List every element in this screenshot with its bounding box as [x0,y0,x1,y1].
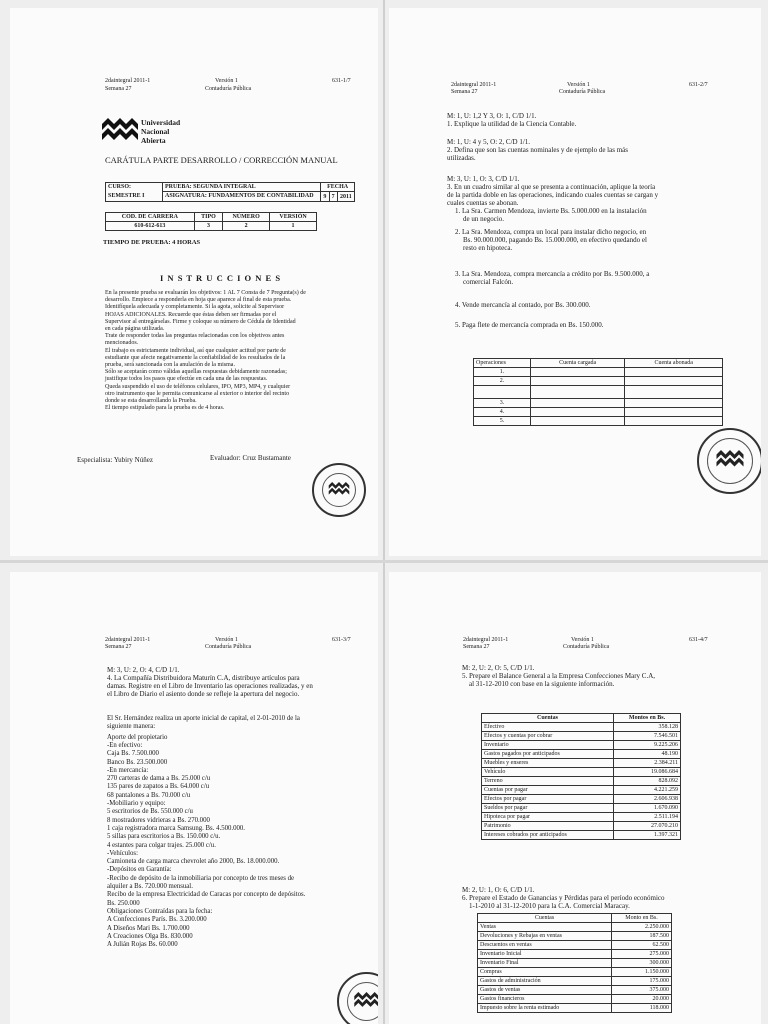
op4: 4. Vende mercancía al contado, por Bs. 300.000. [455,301,591,309]
bal-cuenta: Muebles y enseres [482,759,614,768]
body-line: 8 mostradores vidrieras a Bs. 270.000 [107,816,210,824]
op5: 5. Paga flete de mercancía comprada en Bs. 150.000. [455,321,604,329]
table-row [478,950,672,959]
instruccion-line: otro instrumento que le permita comunicarse al exterior o interior del recinto [105,390,290,397]
bal-cuenta: Cuentas por pagar [482,786,614,795]
op3-line-1: 3. La Sra. Mendoza, compra mercancía a crédito por Bs. 9.500.000, a [455,270,650,278]
instruccion-line: Queda suspendido el uso de teléfonos celulares, IPO, MP3, MP4, y cualquier [105,383,291,390]
header-left2: Semana 27 [105,86,132,92]
bal-cuenta: Efectivo [482,723,614,732]
instruccion-line: El trabajo es estrictamente individual, así que cualquier actitud por parte de [105,347,286,354]
bal-monto: 2.384.211 [614,759,681,768]
bal-monto: 1.397.321 [614,831,681,840]
instruccion-line: prueba, será sancionada con la anulación de la misma. [105,362,235,368]
table-row [482,804,681,813]
q2-text-a: 2. Defina que son las cuentas nominales y de ejemplo de las más [447,146,628,154]
q2-code: M: 1, U: 4 y 5, O: 2, C/D 1/1. [447,138,531,146]
table-row [482,786,681,795]
q3-line-1: 3. En un cuadro similar al que se presenta a continuación, aplique la teoría [447,183,656,191]
table-row [478,959,672,968]
header-right: 631-1/7 [332,78,351,84]
header-left2: Semana 27 [463,644,490,650]
gp-monto: 375.000 [612,986,672,995]
horizontal-divider [0,560,768,563]
gp-monto: 175.000 [612,977,672,986]
q3-line-2: de la partida doble en las operaciones, indicando cuales cuentas se cargan y [447,191,659,199]
instruccion-line: Supervisor al entregárselas. Firme y coloque su número de Cédula de Identidad [105,318,296,325]
body-line: Obligaciones Contraídas para la fecha: [107,907,213,915]
page-2 [389,8,761,556]
q3-code: M: 3, U: 1, O: 3, C/D 1/1. [447,175,520,183]
fecha-cell: FECHA [321,183,355,192]
instruccion-line: Sólo se aceptarán como válidas aquellas respuestas debidamente razonadas; [105,369,287,376]
header-mid2: Contaduría Pública [559,89,606,95]
numero-label: NÚMERO [223,213,270,222]
gp-cuenta: Ventas [478,923,612,932]
anio-cell: 2011 [337,192,354,202]
q6-code: M: 2, U: 1, O: 6, C/D 1/1. [462,886,535,894]
table-row [478,986,672,995]
op-row: 3. [474,399,531,408]
q4-line-3: el Libro de Diario el asiento donde se refleje la apertura del negocio. [107,690,300,698]
q4-line-1: 4. La Compañía Distribuidora Maturín C.A, distribuye artículos para [107,674,300,682]
bal-monto: 4.221.259 [614,786,681,795]
op2-line-2: Bs. 90.000.000, pagando Bs. 15.000.000, en efectivo quedando el [463,236,647,244]
table-row [482,777,681,786]
especialista: Especialista: Yubiry Núñez [77,456,153,464]
una-logo [102,118,138,146]
table-row [478,977,672,986]
table-row [478,1004,672,1013]
instruccion-line: El tiempo estipulado para la prueba es de 4 horas. [105,405,225,412]
bal-monto: 1.670.090 [614,804,681,813]
th-cuenta-abonada: Cuenta abonada [625,359,723,368]
instruccion-line: desarrollo. Empiece a responderla en hoja que aparece al final de esta prueba. [105,297,292,304]
table-row [482,723,681,732]
table-row [478,932,672,941]
mes-cell: 7 [329,192,337,202]
dia-cell: 9 [321,192,329,202]
table-row [482,750,681,759]
gp-monto: 2.250.000 [612,923,672,932]
body-line: 5 sillas para escritorios a Bs. 150.000 c/u. [107,833,221,841]
bal-cuenta: Patrimonio [482,822,614,831]
cod-label: COD. DE CARRERA [106,213,195,222]
q3-line-3: cuales cuentas se abonan. [447,199,519,207]
header-mid1: Versión 1 [571,637,594,643]
header-mid2: Contaduría Pública [205,86,252,92]
body-line: -Depósitos en Garantía: [107,866,172,874]
header-left1: 2daintegral 2011-1 [105,637,151,643]
gp-monto: 62.500 [612,941,672,950]
op-row: 2. [474,377,531,386]
university-line-1: Universidad [141,118,181,127]
instruccion-line: Trate de responder todas las preguntas relacionadas con los objetivos antes [105,333,285,340]
body-line: 4 estantes para colgar trajes. 25.000 c/u. [107,841,216,849]
bal-cuenta: Gastos pagados por anticipados [482,750,614,759]
body-line: Caja Bs. 7.500.000 [107,750,159,758]
instruccion-line: justifique todos los pasos que efectúe en cada una de las respuestas. [105,376,268,383]
q5-line-2: al 31-12-2010 con base en la siguiente información. [469,680,615,688]
page-1 [10,8,378,556]
gp-cuenta: Inventario Final [478,959,612,968]
bal-cuenta: Vehículo [482,768,614,777]
header-right: 631-4/7 [689,637,708,643]
instruccion-line: En la presente prueba se evaluarán los objetivos: 1 AL 7 Consta de 7 Pregunta(s) de [105,290,306,296]
instrucciones-title: I N S T R U C C I O N E S [160,273,282,283]
table-row [482,795,681,804]
gp-header-cuentas: Cuentas [478,914,612,923]
op1-line-2: de un negocio. [463,215,505,223]
header-left2: Semana 27 [105,644,132,650]
header-mid1: Versión 1 [215,637,238,643]
op3-line-2: comercial Falcón. [463,278,514,286]
body-line: A Creaciones Olga Bs. 830.000 [107,932,193,940]
asignatura-cell: ASIGNATURA: FUNDAMENTOS DE CONTABILIDAD [163,192,321,202]
cod-value: 610-612-613 [106,222,195,231]
instruccion-line: estudiante que afecte negativamente la confiabilidad de los resultados de la [105,354,286,361]
tipo-label: TIPO [194,213,223,222]
curso-cell: CURSO: SEMESTRE I [106,183,163,202]
header-right: 631-2/7 [689,82,708,88]
bal-monto: 7.546.501 [614,732,681,741]
body-line: El Sr. Hernández realiza un aporte inicial de capital, el 2-01-2010 de la [107,715,300,722]
gp-header-monto: Monto en Bs. [612,914,672,923]
body-line: -Recibo de depósito de la inmobiliaria por concepto de tres meses de [107,874,295,882]
bal-monto: 2.511.194 [614,813,681,822]
gp-cuenta: Gastos de ventas [478,986,612,995]
gp-monto: 118.000 [612,1004,672,1013]
page-4 [389,572,761,1024]
gp-cuenta: Compras [478,968,612,977]
header-right: 631-3/7 [332,637,351,643]
op2-line-3: resto en hipoteca. [463,244,513,252]
gp-cuenta: Impuesto sobre la renta estimado [478,1004,612,1013]
th-cuenta-cargada: Cuenta cargada [531,359,625,368]
bal-monto: 27.070.210 [614,822,681,831]
version-label: VERSIÓN [270,213,317,222]
table-row [478,995,672,1004]
vertical-divider [383,0,385,1024]
instruccion-line: HOJAS ADICIONALES. Recuerde que éstas deben ser firmadas por el [105,311,277,318]
bal-header-cuentas: Cuentas [482,714,614,723]
body-line: -En efectivo: [107,741,143,749]
body-line: Recibo de la empresa Electricidad de Caracas por concepto de depósitos. [107,891,306,899]
body-line: -En mercancía: [107,766,149,774]
gp-cuenta: Devoluciones y Rebajas en ventas [478,932,612,941]
header-mid1: Versión 1 [215,78,238,84]
table-row [482,831,681,840]
numero-value: 2 [223,222,270,231]
gp-monto: 300.000 [612,959,672,968]
op-row: 1. [474,368,531,377]
bal-monto: 2.606.938 [614,795,681,804]
header-left1: 2daintegral 2011-1 [463,637,509,643]
university-seal [312,463,366,517]
body-line: 1 caja registradora marca Samsung. Bs. 4.500.000. [107,824,245,832]
body-line: -Vehículos: [107,849,138,857]
header-mid1: Versión 1 [567,82,590,88]
body-line: 68 pantalones a Bs. 70.000 c/u [107,791,191,799]
bal-cuenta: Efectos y cuentas por cobrar [482,732,614,741]
bal-header-montos: Montos en Bs. [614,714,681,723]
th-operaciones: Operaciones [474,359,531,368]
bal-cuenta: Sueldos por pagar [482,804,614,813]
q1-text: 1. Explique la utilidad de la Ciencia Contable. [447,120,577,128]
op-row: 4. [474,408,531,417]
bal-monto: 48.190 [614,750,681,759]
header-left1: 2daintegral 2011-1 [451,82,497,88]
page-3 [10,572,378,1024]
body-line: alquiler a Bs. 720.000 mensual. [107,883,193,890]
bal-cuenta: Hipoteca por pagar [482,813,614,822]
body-line: -Mobiliario y equipo: [107,800,166,807]
university-line-2: Nacional [141,127,170,136]
tipo-value: 3 [194,222,223,231]
university-seal [697,428,761,494]
body-line: A Julián Rojas Bs. 60.000 [107,941,178,949]
version-value: 1 [270,222,317,231]
body-line: siguiente manera: [107,723,156,731]
body-line: 135 pares de zapatos a Bs. 64.000 c/u [107,783,210,791]
op1-line-1: 1. La Sra. Carmen Mendoza, invierte Bs. 5.000.000 en la instalación [455,207,647,215]
body-line: Bs. 250.000 [107,899,140,907]
bal-cuenta: Intereses cobrados por anticipados [482,831,614,840]
table-row [482,768,681,777]
bal-cuenta: Inventario [482,741,614,750]
instruccion-line: mencionados. [105,340,139,347]
balance-table [481,713,681,840]
bal-monto: 828.092 [614,777,681,786]
table-row [482,813,681,822]
bal-monto: 9.225.206 [614,741,681,750]
university-line-3: Abierta [141,136,166,145]
body-line: Banco Bs. 23.500.000 [107,758,168,766]
gp-monto: 1.150.000 [612,968,672,977]
body-line: 5 escritorios de Bs. 550.000 c/u [107,808,193,816]
bal-cuenta: Efectos por pagar [482,795,614,804]
gp-monto: 187.500 [612,932,672,941]
gp-monto: 275.000 [612,950,672,959]
q5-code: M: 2, U: 2, O: 5, C/D 1/1. [462,664,535,672]
gp-monto: 20.000 [612,995,672,1004]
table-row [478,923,672,932]
table-row [482,759,681,768]
header-left2: Semana 27 [451,89,478,95]
q1-code: M: 1, U: 1,2 Y 3, O: 1, C/D 1/1. [447,112,537,120]
prueba-cell: PRUEBA: SEGUNDA INTEGRAL [163,183,321,192]
header-left1: 2daintegral 2011-1 [105,78,151,84]
gp-cuenta: Descuentos en ventas [478,941,612,950]
instruccion-line: Identifíquela adecuada y completamente. Si la agota, solicite al Supervisor [105,304,285,311]
header-mid2: Contaduría Pública [563,644,610,650]
q6-line-2: 1-1-2010 al 31-12-2010 para la C.A. Comercial Maracay. [469,902,630,910]
body-line: 270 carteras de dama a Bs. 25.000 c/u [107,775,211,783]
header-mid2: Contaduría Pública [205,644,252,650]
q2-text-b: utilizadas. [447,154,476,162]
q6-line-1: 6. Prepare el Estado de Ganancias y Pérdidas para el período económico [462,894,665,902]
table-row [482,732,681,741]
university-seal [337,972,378,1024]
table-row [478,941,672,950]
bal-monto: 19.086.684 [614,768,681,777]
instruccion-line: en cada página utilizada. [105,326,165,332]
table-row [478,968,672,977]
body-line: Camioneta de carga marca chevrolet año 2000, Bs. 18.000.000. [107,858,280,866]
body-line: A Confecciones París. Bs. 3.200.000 [107,916,207,924]
q4-line-2: damas. Registre en el Libro de Inventario las operaciones realizadas, y en [107,682,313,690]
evaluador: Evaluador: Cruz Bustamante [210,454,291,462]
q5-line-1: 5. Prepare el Balance General a la Empresa Confecciones Mary C.A, [462,672,656,680]
ganancias-perdidas-table [477,913,672,1013]
q4-code: M: 3, U: 2, O: 4, C/D 1/1. [107,666,180,674]
caratula-table [105,182,355,202]
operaciones-table [473,358,723,426]
body-line: A Diseños Mari Bs. 1.700.000 [107,924,190,932]
op-row: 5. [474,417,531,426]
caratula-title: CARÁTULA PARTE DESARROLLO / CORRECCIÓN MANUAL [105,155,338,165]
table-row [482,822,681,831]
tiempo-prueba: TIEMPO DE PRUEBA: 4 HORAS [103,239,201,246]
gp-cuenta: Inventario Inicial [478,950,612,959]
gp-cuenta: Gastos financieros [478,995,612,1004]
body-line: Aporte del propietario [107,733,168,741]
codigo-table [105,212,317,231]
table-row [482,741,681,750]
bal-monto: 358.128 [614,723,681,732]
gp-cuenta: Gastos de administración [478,977,612,986]
instruccion-line: donde se esta desarrollando la Prueba. [105,398,197,404]
op2-line-1: 2. La Sra. Mendoza, compra un local para instalar dicho negocio, en [455,228,647,236]
bal-cuenta: Terreno [482,777,614,786]
